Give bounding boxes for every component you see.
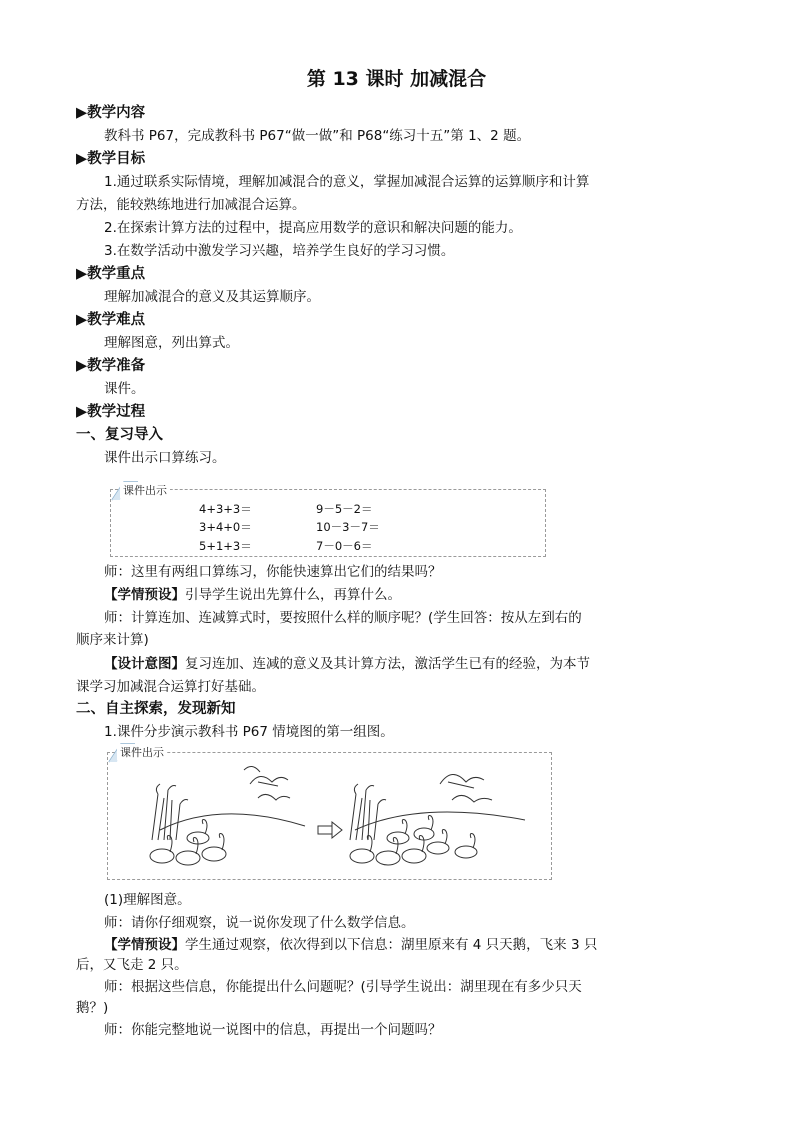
goal-1-line1: 1.通过联系实际情境，理解加减混合的意义，掌握加减混合运算的运算顺序和计算 — [104, 174, 590, 190]
goal-1-line2: 方法，能较熟练地进行加减混合运算。 — [76, 197, 306, 213]
page-title: 第 13 课时 加减混合 — [306, 68, 487, 90]
difficulty-text: 理解图意，列出算式。 — [104, 335, 239, 351]
design-tag: 【设计意图】 — [104, 656, 185, 672]
part1-intro: 课件出示口算练习。 — [104, 450, 226, 466]
heading-goals: ▶教学目标 — [76, 151, 146, 167]
heading-key: ▶教学重点 — [76, 266, 146, 282]
equation: 7－0－6＝ — [316, 539, 373, 553]
equation: 10－3－7＝ — [316, 520, 380, 534]
teacher-line-1: 师：这里有两组口算练习，你能快速算出它们的结果吗？ — [104, 564, 442, 580]
part1-heading: 一、复习导入 — [76, 427, 163, 443]
preset-line-2b: 后，又飞走 2 只。 — [76, 957, 188, 973]
part2-heading: 二、自主探索，发现新知 — [76, 701, 236, 717]
equation: 4+3+3＝ — [199, 502, 252, 516]
preset-tag: 【学情预设】 — [104, 937, 185, 953]
preset-tag: 【学情预设】 — [104, 587, 185, 603]
swan-icon — [187, 820, 209, 845]
design-text: 复习连加、连减的意义及其计算方法，激活学生已有的经验，为本节 — [185, 656, 590, 672]
preset-line-2 — [104, 933, 597, 953]
teacher-line-2a: 师：计算连加、连减算式时，要按照什么样的顺序呢？(学生回答：按从左到右的 — [104, 610, 582, 626]
courseware-label-1: 课件出示 — [120, 482, 170, 498]
equation: 9－5－2＝ — [316, 502, 373, 516]
preset-text: 学生通过观察，依次得到以下信息：湖里原来有 4 只天鹅，飞来 3 只 — [185, 937, 598, 953]
swan-lake-illustration — [140, 760, 540, 872]
heading-difficulty: ▶教学难点 — [76, 312, 146, 328]
goal-2: 2.在探索计算方法的过程中，提高应用数学的意识和解决问题的能力。 — [104, 220, 522, 236]
courseware-label-2: 课件出示 — [117, 744, 167, 760]
prep-text: 课件。 — [104, 381, 145, 397]
design-line-b: 课学习加减混合运算打好基础。 — [76, 679, 265, 695]
teacher-line-4b: 鹅？) — [76, 1000, 109, 1016]
heading-prep: ▶教学准备 — [76, 358, 146, 374]
key-text: 理解加减混合的意义及其运算顺序。 — [104, 289, 320, 305]
heading-process: ▶教学过程 — [76, 404, 146, 420]
equation: 3+4+0＝ — [199, 520, 252, 534]
teacher-line-2b: 顺序来计算) — [76, 632, 149, 648]
content-text: 教科书 P67，完成教科书 P67“做一做”和 P68“练习十五”第 1、2 题。 — [104, 128, 531, 144]
preset-line — [104, 583, 401, 603]
teacher-line-3: 师：请你仔细观察，说一说你发现了什么数学信息。 — [104, 915, 415, 931]
teacher-line-5: 师：你能完整地说一说图中的信息，再提出一个问题吗？ — [104, 1022, 442, 1038]
equation: 5+1+3＝ — [199, 539, 252, 553]
teacher-line-4a: 师：根据这些信息，你能提出什么问题呢？(引导学生说出：湖里现在有多少只天 — [104, 979, 582, 995]
design-line — [104, 652, 590, 672]
heading-content: ▶教学内容 — [76, 105, 146, 121]
part2-step1: 1.课件分步演示教科书 P67 情境图的第一组图。 — [104, 724, 394, 740]
swan-icon — [176, 838, 200, 866]
sub-step-1: (1)理解图意。 — [104, 892, 191, 908]
preset-text: 引导学生说出先算什么，再算什么。 — [185, 587, 401, 603]
swan-icon — [202, 834, 226, 862]
goal-3: 3.在数学活动中激发学习兴趣，培养学生良好的学习习惯。 — [104, 243, 455, 259]
